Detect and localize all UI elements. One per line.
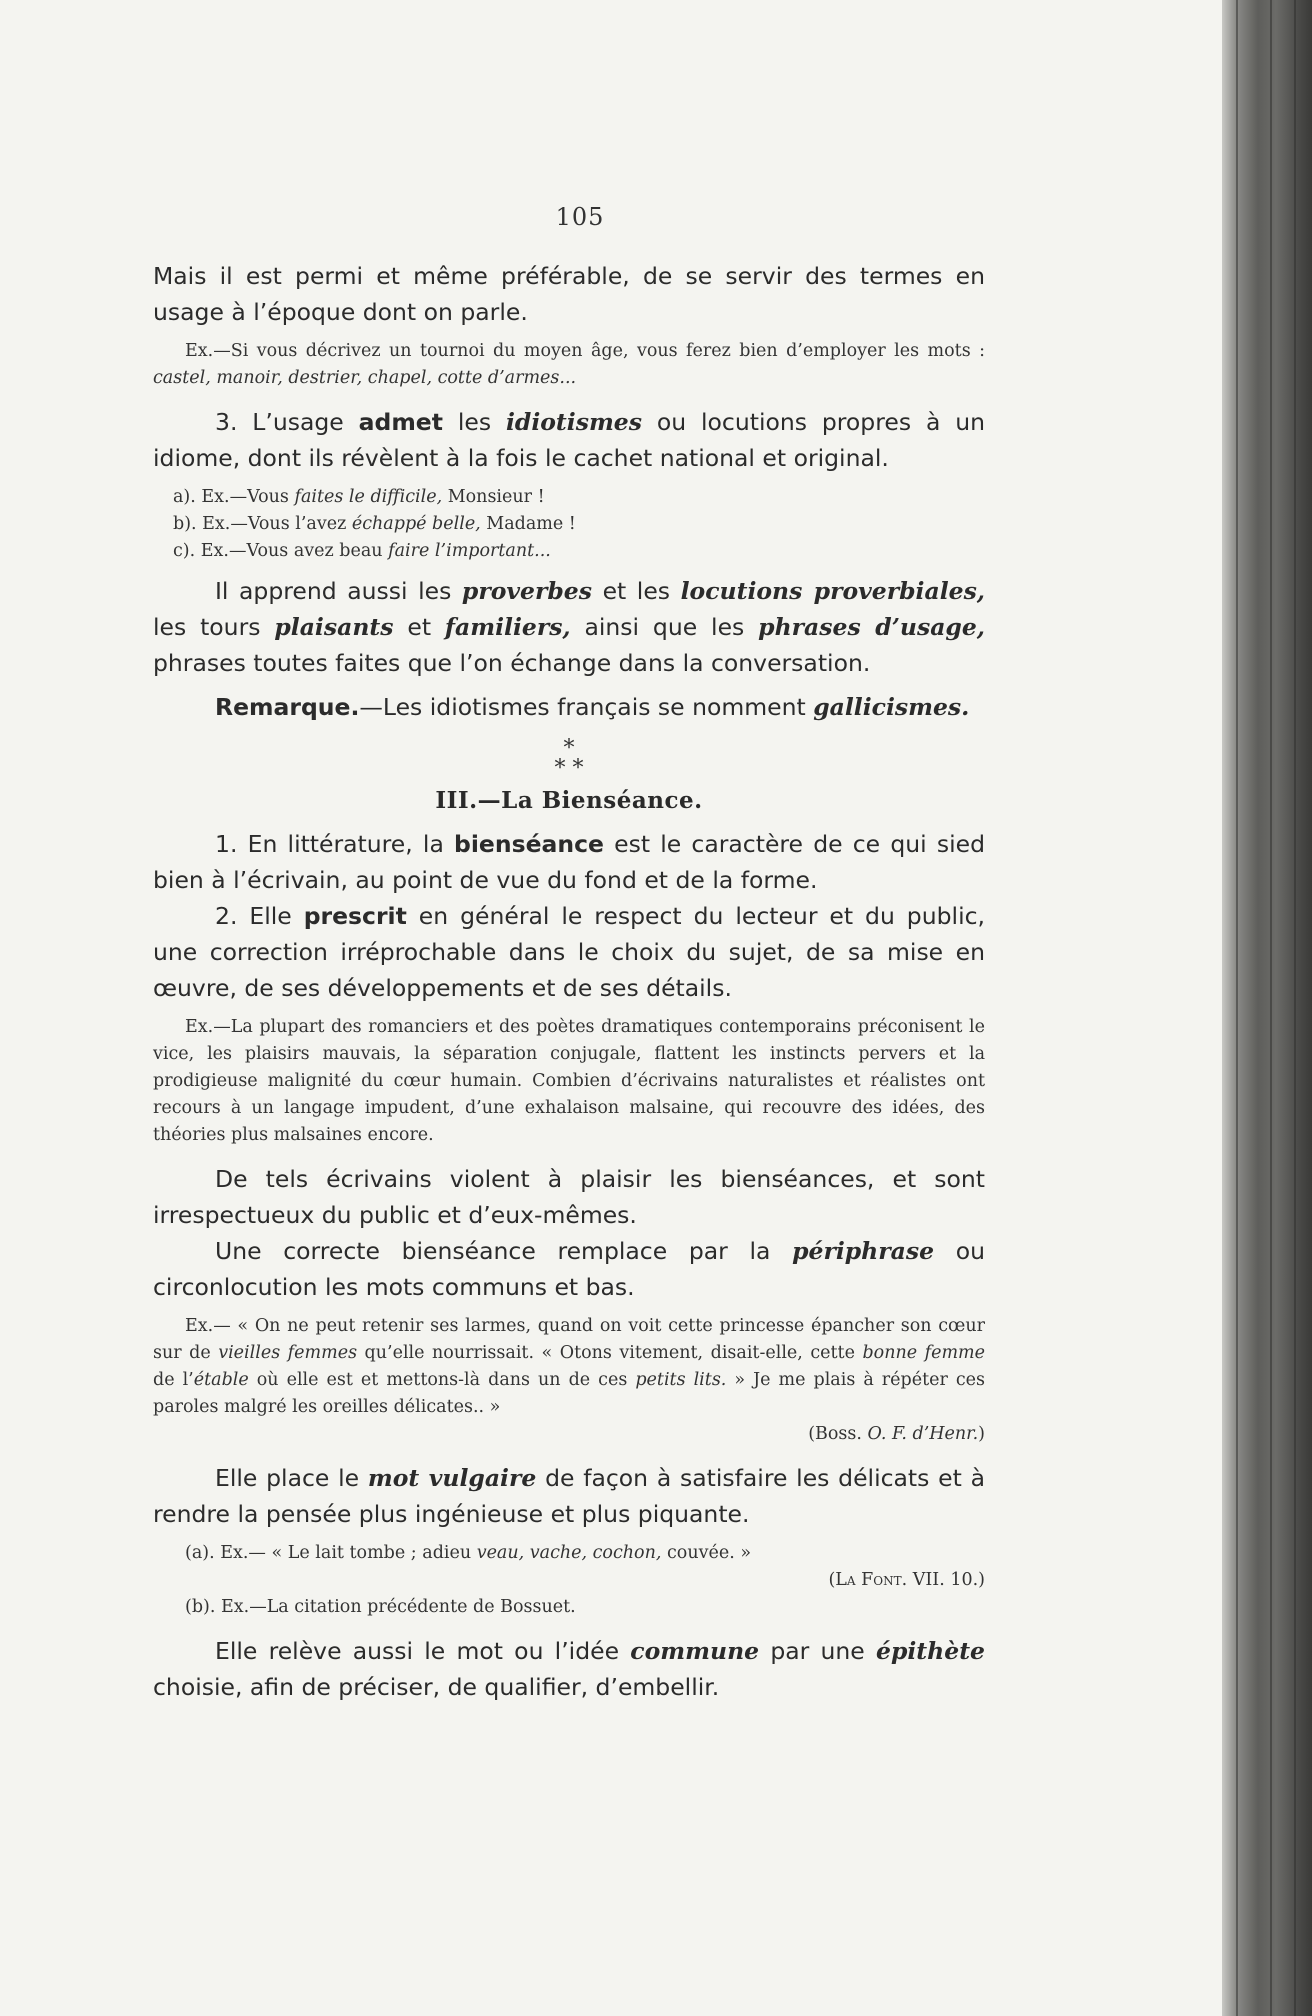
paragraph-proverbes [153, 573, 985, 681]
text-run: phrases toutes faites que l’on échange dans la conversation. [153, 649, 871, 677]
term: périphrase [792, 1237, 935, 1265]
text-run: où elle est et mettons-là dans un de ces [248, 1370, 636, 1390]
term: étable [193, 1370, 249, 1390]
paragraph-epithete [153, 1633, 985, 1705]
text-run: ou locutions propres à un idiome, dont ils révèlent à la fois le cachet national et original. [153, 408, 985, 472]
text-run: Elle [237, 902, 304, 930]
text-run: Elle relève aussi le mot ou l’idée [215, 1637, 631, 1665]
example-lafontaine [153, 1540, 985, 1567]
text-run: qu’elle nourrissait. « Otons vitement, disait-elle, cette [357, 1343, 863, 1363]
example-bossuet [153, 1313, 985, 1421]
item-number: 2. [215, 902, 238, 930]
section-heading: III.—La Bienséance. [435, 787, 703, 814]
text-run: et [393, 613, 445, 641]
example-citation: (b). Ex.—La citation précédente de Bossuet. [185, 1597, 576, 1617]
text-run: a). Ex.—Vous [173, 487, 295, 507]
source-citation: (La Font. VII. 10.) [828, 1570, 985, 1590]
text-run: Monsieur ! [442, 487, 545, 507]
list-item [153, 511, 985, 538]
remarque [153, 689, 985, 725]
term: échappé belle, [351, 514, 481, 534]
term: gallicismes. [813, 693, 970, 721]
page-number: 105 [555, 203, 605, 231]
text-run: (Boss. [808, 1424, 868, 1444]
term: faire l’important... [388, 541, 551, 561]
text-run: les [442, 408, 506, 436]
term: bonne femme [862, 1343, 985, 1363]
asterism [153, 736, 985, 781]
paragraph-periphrase [153, 1233, 985, 1305]
paragraph-usage: Mais il est permi et même préférable, de se servir des termes en usage à l’époque dont on parle. [153, 262, 985, 326]
keyword: prescrit [303, 902, 407, 930]
paragraph-mot-vulgaire [153, 1460, 985, 1532]
term: familiers, [444, 613, 571, 641]
item-number: 3. [215, 408, 238, 436]
text-run: est le caractère de ce qui sied bien à l’écrivain, au point de vue du fond et de la forme. [153, 830, 985, 894]
text-run: c). Ex.—Vous avez beau [173, 541, 389, 561]
paragraph-bienseance-2 [153, 898, 985, 1006]
term: plaisants [274, 613, 394, 641]
list-item [153, 538, 985, 565]
remarque-label: Remarque. [215, 693, 360, 721]
term: veau, vache, cochon, [476, 1543, 662, 1563]
keyword: bienséance [454, 830, 604, 858]
term: faites le difficile, [294, 487, 443, 507]
term: petits lits. [635, 1370, 727, 1390]
term: phrases d’usage, [758, 613, 985, 641]
text-run: couvée. » [661, 1543, 752, 1563]
example-tournoi [153, 338, 985, 392]
paragraph-ecrivains: De tels écrivains violent à plaisir les bienséances, et sont irrespectueux du public et d’eux-mêmes. [153, 1165, 985, 1229]
term: commune [630, 1637, 760, 1665]
keyword: admet [358, 408, 443, 436]
term: vieilles femmes [218, 1343, 358, 1363]
text-run: ainsi que les [570, 613, 759, 641]
example-romanciers: Ex.—La plupart des romanciers et des poètes dramatiques contemporains préconisent le vice, les plaisirs mauvais, la séparation conjugale, flattent les instincts pervers et la prodigieuse malignité du cœur humain. Combien d’écrivains naturalistes et réalistes ont recours à un langage impudent, d’une exhalaison malsaine, qui recouvre des idées, des théories plus malsaines encore. [153, 1017, 985, 1145]
text-run: b). Ex.—Vous l’avez [173, 514, 352, 534]
term: idiotismes [505, 408, 642, 436]
term: O. F. d’Henr. [867, 1424, 979, 1444]
text-run: ou circonlocution les mots communs et bas. [153, 1237, 985, 1301]
text-run: et les [592, 577, 681, 605]
term: épithète [876, 1637, 986, 1665]
text-run: les tours [153, 613, 275, 641]
text-run: Il apprend aussi les [215, 577, 462, 605]
text-run: de façon à satisfaire les délicats et à rendre la pensée plus ingénieuse et plus piquante. [153, 1464, 985, 1528]
paragraph-idiotismes [153, 404, 985, 476]
term: locutions proverbiales, [680, 577, 985, 605]
text-run: de l’ [153, 1370, 194, 1390]
text-run: —Les idiotismes français se nomment [359, 693, 814, 721]
text-run: L’usage [237, 408, 359, 436]
text-run: » Je me plais à répéter ces paroles malgré les oreilles délicates.. » [153, 1370, 985, 1417]
term: mot vulgaire [367, 1464, 537, 1492]
example-terms: castel, manoir, destrier, chapel, cotte d’armes... [153, 368, 577, 388]
page-content [153, 258, 985, 1705]
text-run: en général le respect du lecteur et du public, une correction irréprochable dans le choix du sujet, de sa mise en œuvre, de ses développements et de ses détails. [153, 902, 985, 1002]
asterism-top: * [563, 736, 575, 761]
text-run: En littérature, la [237, 830, 455, 858]
example-list [153, 484, 985, 565]
example-text: Ex.—Si vous décrivez un tournoi du moyen âge, vous ferez bien d’employer les mots : [185, 341, 985, 361]
text-run: Elle place le [215, 1464, 368, 1492]
text-run: (a). Ex.— « Le lait tombe ; adieu [185, 1543, 477, 1563]
paragraph-bienseance-1 [153, 826, 985, 898]
text-run: Une correcte bienséance remplace par la [215, 1237, 793, 1265]
text-run: Madame ! [480, 514, 576, 534]
asterism-bottom: * * [554, 756, 584, 781]
term: proverbes [461, 577, 592, 605]
text-run: choisie, afin de préciser, de qualifier, d’embellir. [153, 1673, 720, 1701]
text-run: Ex.— « On ne peut retenir ses larmes, quand on voit cette princesse épancher son cœur sur de [153, 1316, 985, 1363]
list-item [153, 484, 985, 511]
text-run: ) [978, 1424, 985, 1444]
book-spine-edge [1222, 0, 1312, 2016]
text-run: par une [759, 1637, 876, 1665]
item-number: 1. [215, 830, 238, 858]
source-citation [153, 1421, 985, 1448]
